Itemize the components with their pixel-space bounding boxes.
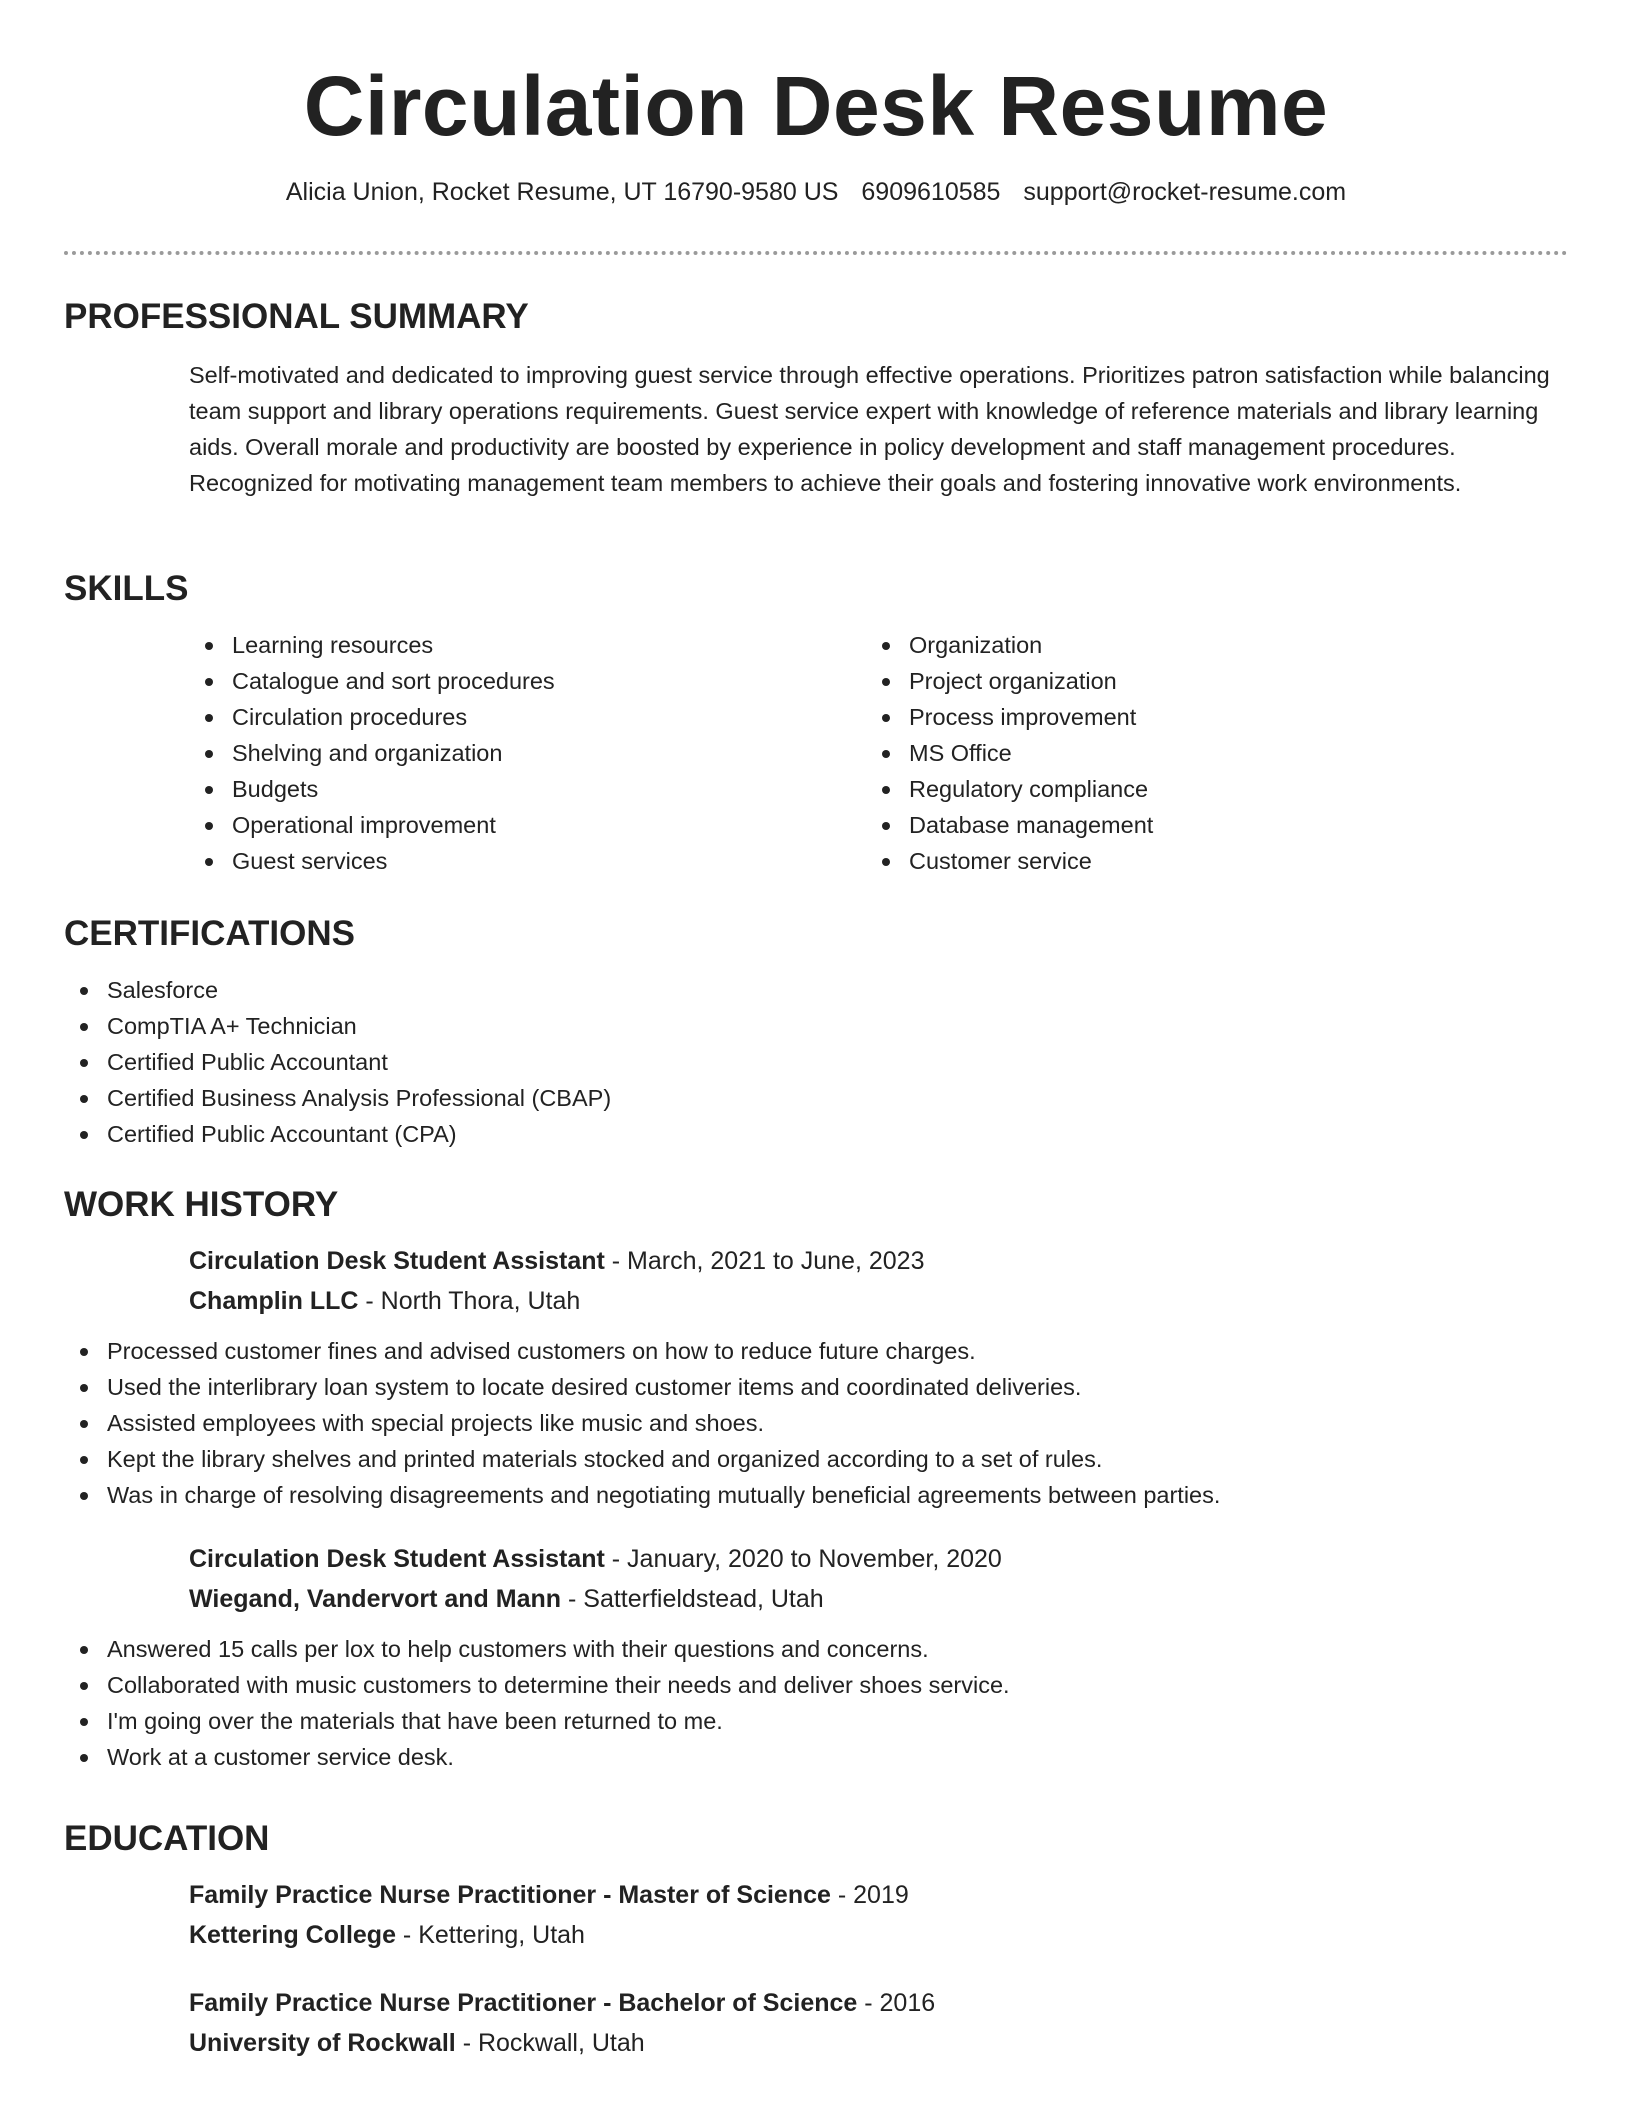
job-bullet: Answered 15 calls per lox to help customers with their questions and concerns. <box>64 1631 1568 1667</box>
job-bullet: Collaborated with music customers to determine their needs and deliver shoes service. <box>64 1667 1568 1703</box>
skill-item: Circulation procedures <box>189 699 866 735</box>
education-degree: Family Practice Nurse Practitioner - Master of Science <box>189 1881 831 1909</box>
job-bullet: I'm going over the materials that have been returned to me. <box>64 1703 1568 1739</box>
education-entry <box>189 1983 1568 2063</box>
education-school-line <box>189 2023 1568 2063</box>
job-bullet: Was in charge of resolving disagreements and negotiating mutually beneficial agreements between parties. <box>64 1477 1568 1513</box>
skill-item: Learning resources <box>189 627 866 663</box>
education-school-line <box>189 1915 1568 1955</box>
job-company-line <box>189 1579 1568 1619</box>
job-company: Wiegand, Vandervort and Mann <box>189 1585 562 1613</box>
certification-item: CompTIA A+ Technician <box>64 1008 1568 1044</box>
contact-line <box>0 178 1632 207</box>
job-location: - Satterfieldstead, Utah <box>561 1585 824 1613</box>
skill-item: Database management <box>866 807 1543 843</box>
education-degree-line <box>189 1875 1568 1915</box>
education-year: - 2019 <box>830 1881 909 1909</box>
job-bullet: Processed customer fines and advised customers on how to reduce future charges. <box>64 1333 1568 1369</box>
job-bullet: Assisted employees with special projects like music and shoes. <box>64 1405 1568 1441</box>
certification-item: Salesforce <box>64 972 1568 1008</box>
skill-item: Organization <box>866 627 1543 663</box>
skill-item: Regulatory compliance <box>866 771 1543 807</box>
education-school: University of Rockwall <box>189 2029 456 2057</box>
certification-item: Certified Business Analysis Professional (CBAP) <box>64 1080 1568 1116</box>
work-history-heading: WORK HISTORY <box>64 1185 339 1224</box>
education-heading: EDUCATION <box>64 1819 270 1858</box>
contact-address: Alicia Union, Rocket Resume, UT 16790-9580 US <box>285 178 839 206</box>
job-title: Circulation Desk Student Assistant <box>189 1545 605 1573</box>
header-divider <box>64 251 1568 255</box>
education-location: - Rockwall, Utah <box>455 2029 645 2057</box>
job-title-line <box>189 1539 1568 1579</box>
job-entry <box>189 1539 1568 1619</box>
job-location: - North Thora, Utah <box>358 1287 581 1315</box>
skill-item: Guest services <box>189 843 866 879</box>
skill-item: Catalogue and sort procedures <box>189 663 866 699</box>
skill-item: Shelving and organization <box>189 735 866 771</box>
skill-item: Process improvement <box>866 699 1543 735</box>
summary-section <box>64 295 1568 501</box>
education-degree-line <box>189 1983 1568 2023</box>
job-company-line <box>189 1281 1568 1321</box>
contact-phone: 6909610585 <box>861 178 1001 206</box>
education-section <box>64 1817 1568 2063</box>
skills-columns <box>189 611 1568 879</box>
work-history-section <box>64 1183 1568 1775</box>
certification-item: Certified Public Accountant (CPA) <box>64 1116 1568 1152</box>
resume-title: Circulation Desk Resume <box>303 59 1329 153</box>
job-bullet: Kept the library shelves and printed materials stocked and organized according to a set of rules. <box>64 1441 1568 1477</box>
job-bullet: Used the interlibrary loan system to locate desired customer items and coordinated deliveries. <box>64 1369 1568 1405</box>
skill-item: Budgets <box>189 771 866 807</box>
skills-heading: SKILLS <box>64 569 189 608</box>
skill-item: Customer service <box>866 843 1543 879</box>
job-company: Champlin LLC <box>189 1287 359 1315</box>
job-bullets <box>64 1631 1568 1775</box>
job-title: Circulation Desk Student Assistant <box>189 1247 605 1275</box>
skill-item: Project organization <box>866 663 1543 699</box>
education-location: - Kettering, Utah <box>395 1921 585 1949</box>
summary-text: Self-motivated and dedicated to improving guest service through effective operations. Prioritizes patron satisfaction while balancing team support and library operations requirements. Guest service expert with knowledge of reference materials and library learning aids. Overall morale and productivity are boosted by experience in policy development and staff management procedures. Recognized for motivating management team members to achieve their goals and fostering innovative work environments. <box>189 362 1550 496</box>
skills-column-left <box>189 611 866 879</box>
certification-item: Certified Public Accountant <box>64 1044 1568 1080</box>
skill-item: MS Office <box>866 735 1543 771</box>
job-entry <box>189 1241 1568 1321</box>
education-year: - 2016 <box>857 1989 936 2017</box>
skills-column-right <box>866 611 1543 879</box>
job-dates: - January, 2020 to November, 2020 <box>604 1545 1002 1573</box>
summary-heading: PROFESSIONAL SUMMARY <box>64 297 529 336</box>
job-title-line <box>189 1241 1568 1281</box>
education-school: Kettering College <box>189 1921 396 1949</box>
job-bullet: Work at a customer service desk. <box>64 1739 1568 1775</box>
skill-item: Operational improvement <box>189 807 866 843</box>
job-dates: - March, 2021 to June, 2023 <box>604 1247 925 1275</box>
resume-header <box>64 0 1568 156</box>
skills-section <box>64 567 1568 879</box>
contact-email: support@rocket-resume.com <box>1023 178 1347 206</box>
education-entry <box>189 1875 1568 1955</box>
job-bullets <box>64 1333 1568 1513</box>
certifications-section <box>64 912 1568 1152</box>
education-degree: Family Practice Nurse Practitioner - Bachelor of Science <box>189 1989 858 2017</box>
certifications-heading: CERTIFICATIONS <box>64 914 356 953</box>
